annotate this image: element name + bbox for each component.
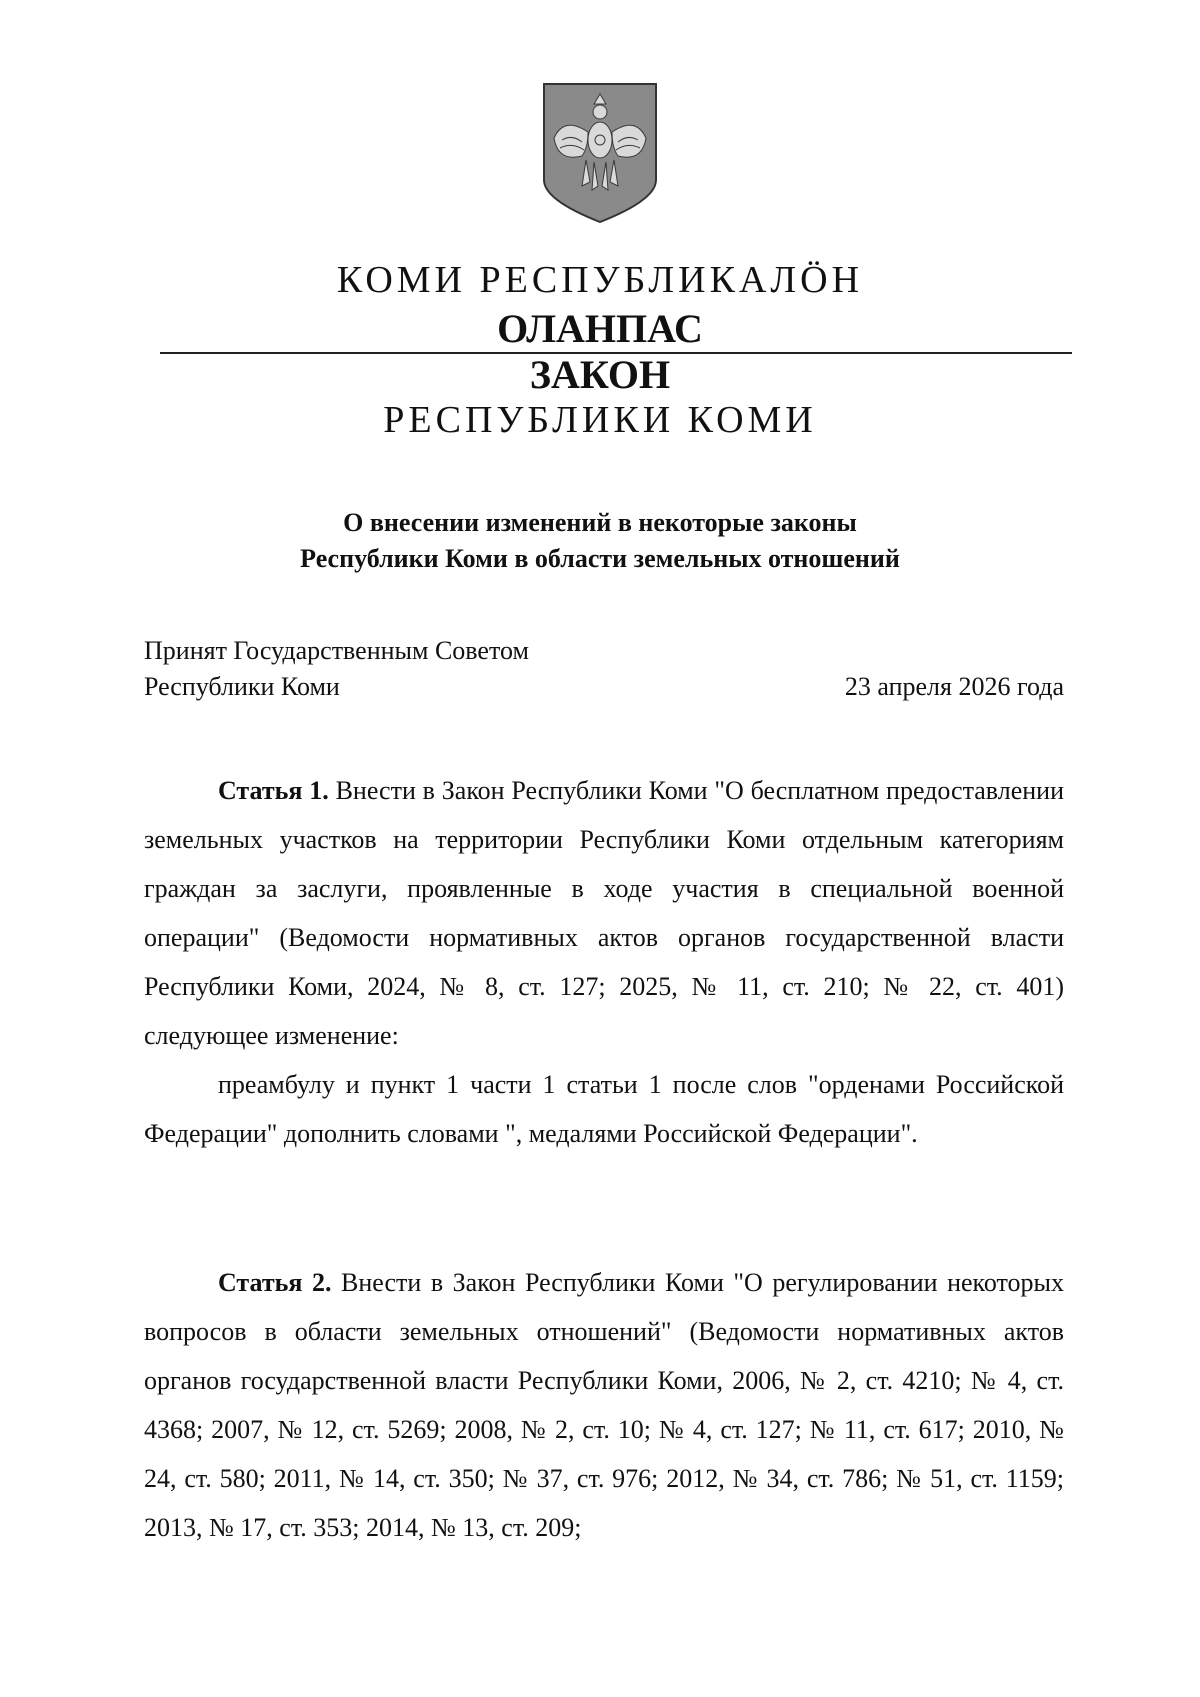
zakon-heading: ЗАКОН <box>529 352 671 397</box>
article-2-paragraph <box>144 1258 1064 1552</box>
adoption-date: 23 апреля 2026 года <box>844 672 1064 701</box>
article-1-paragraph-2: преамбулу и пункт 1 части 1 статьи 1 после слов "орденами Российской Федерации" дополнить словами ", медалями Российской Федерации". <box>144 1070 1064 1148</box>
document-title-line-1: О внесении изменений в некоторые законы <box>343 508 857 537</box>
article-1-text: Внести в Закон Республики Коми "О бесплатном предоставлении земельных участков на территории Республики Коми отдельным категориям граждан за заслуги, проявленные в ходе участия в специальной военной операции" (Ведомости нормативных актов органов государственной власти Республики Коми, 2024, № 8, ст. 127; 2025, № 11, ст. 210; № 22, ст. 401) следующее изменение: <box>144 776 1064 1050</box>
article-2-label: Статья 2. <box>218 1268 332 1297</box>
article-1 <box>144 766 1064 1158</box>
republic-komi-heading: РЕСПУБЛИКИ КОМИ <box>383 399 817 441</box>
article-1-label: Статья 1. <box>218 776 329 805</box>
document-title-line-2: Республики Коми в области земельных отношений <box>300 544 900 573</box>
olanpas-heading: ОЛАНПАС <box>497 306 703 351</box>
adoption-line-1: Принят Государственным Советом <box>144 636 529 665</box>
document-title <box>0 505 1200 577</box>
komi-republic-heading: КОМИ РЕСПУБЛИКАЛÖН <box>336 259 864 301</box>
article-2-text: Внести в Закон Республики Коми "О регулировании некоторых вопросов в области земельных отношений" (Ведомости нормативных актов органов государственной власти Республики Коми, 2006, № 2, ст. 4210; № 4, ст. 4368; 2007, № 12, ст. 5269; 2008, № 2, ст. 10; № 4, ст. 127; № 11, ст. 617; 2010, № 24, ст. 580; 2011, № 14, ст. 350; № 37, ст. 976; 2012, № 34, ст. 786; № 51, ст. 1159; 2013, № 17, ст. 353; 2014, № 13, ст. 209; <box>144 1268 1064 1542</box>
article-2 <box>144 1258 1064 1552</box>
coat-of-arms-emblem <box>542 82 658 224</box>
adoption-line-2: Республики Коми <box>144 672 340 701</box>
article-1-paragraph <box>144 766 1064 1060</box>
adoption-block <box>144 633 1064 705</box>
